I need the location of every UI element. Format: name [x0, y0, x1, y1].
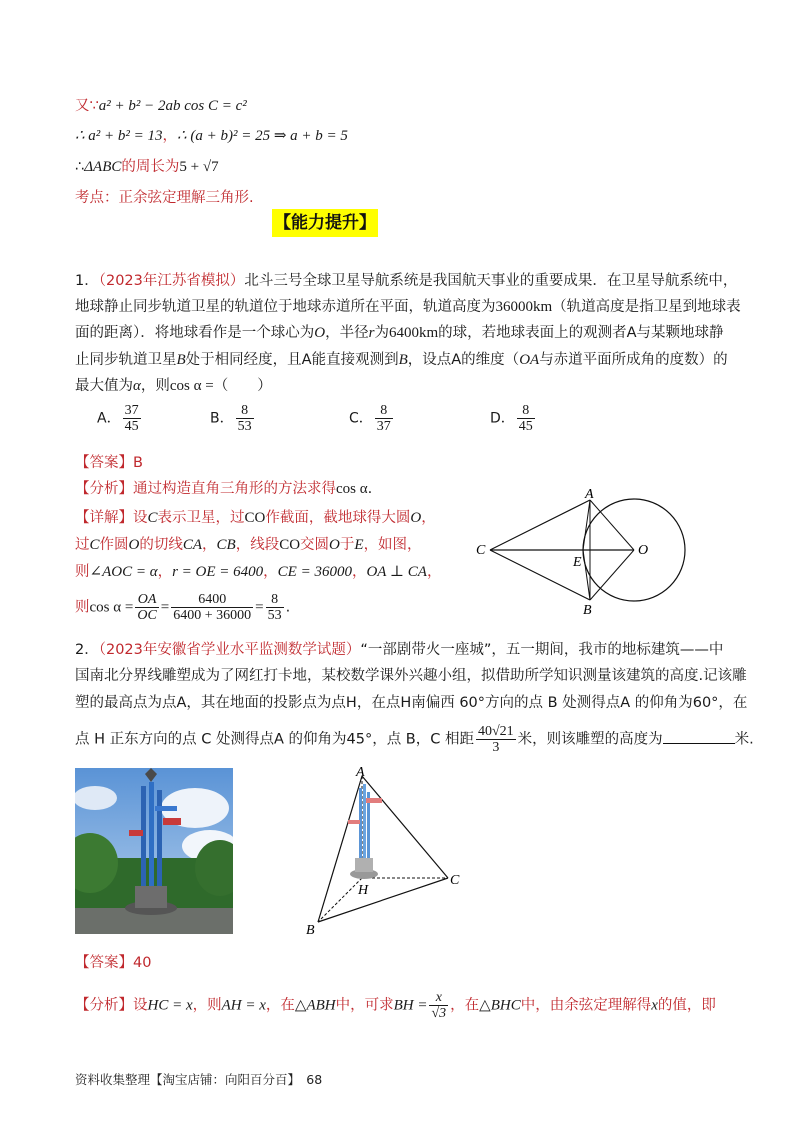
label-C: C	[450, 873, 460, 888]
q1-line-2: 地球静止同步轨道卫星的轨道位于地球赤道所在平面，轨道高度为36000km（轨道高度是指卫星到地球表	[75, 299, 741, 315]
q1-line-1: 1．（2023年江苏省模拟）北斗三号全球卫星导航系统是我国航天事业的重要成果．在卫星导航系统中，	[75, 273, 738, 289]
label-B: B	[306, 923, 315, 938]
q1-option-b[interactable]: B． $\frac{8}{53}$	[210, 403, 252, 434]
label-O: O	[638, 543, 649, 558]
q1-detail-2: 过C作圆O的切线CA，CB，线段CO交圆O于E，如图，	[75, 537, 422, 553]
top-line-3: ∴ΔABC的周长为5 + √7	[75, 159, 219, 175]
q1-detail-3: 则∠AOC = α，r = OE = 6400，CE = 36000，OA ⊥ CA，	[75, 564, 442, 580]
q1-option-d[interactable]: D． $\frac{8}{45}$	[490, 403, 533, 434]
q1-line-3: 面的距离）．将地球看作是一个球心为O，半径r为6400km的球，若地球表面上的观测者A与某颗地球静	[75, 325, 724, 341]
figure-circle-tangents	[470, 482, 700, 617]
label-C: C	[476, 543, 486, 558]
q1-source: （2023年江苏省模拟）	[98, 273, 245, 289]
q2-line-4: 点 H 正东方向的点 C 处测得点A 的仰角为45°，点 B，C 相距 $\frac{40√21}{3}$ 米，则该雕塑的高度为 米.	[75, 724, 754, 755]
top-line-2: ∴ a² + b² = 13，∴ (a + b)² = 25 ⇒ a + b = 5	[75, 128, 348, 144]
q2-source: （2023年安徽省学业水平监测数学试题）	[98, 642, 361, 658]
radius-oa	[590, 500, 634, 550]
page-footer: 资料收集整理【淘宝店铺：向阳百分百】 68	[75, 1072, 323, 1087]
figure-tetrahedron	[300, 762, 470, 940]
q1-line-4: 止同步轨道卫星B处于相同经度，且A能直接观测到B，设点A的维度（OA与赤道平面所成角的度数）的	[75, 352, 728, 368]
label-B: B	[583, 603, 592, 617]
q1-line-5: 最大值为α，则cos α =（ ）	[75, 378, 272, 394]
radius-ob	[590, 550, 634, 600]
q2-line-2: 国南北分界线雕塑成为了网红打卡地，某校数学课外兴趣小组，拟借助所学知识测量该建筑的高度.记该雕	[75, 668, 747, 684]
label-E: E	[573, 555, 582, 570]
q1-detail-4: 则cos α = $\frac{OA}{OC}$ = $\frac{6400}{6400 + 36000}$ = $\frac{8}{53}$ .	[75, 592, 291, 623]
q1-answer: 【答案】B	[75, 455, 143, 471]
q2-answer: 【答案】40	[75, 955, 152, 971]
section-banner: 【能力提升】	[272, 209, 378, 237]
q2-line-1: 2．（2023年安徽省学业水平监测数学试题）“一部剧带火一座城”，五一期间，我市的地标建筑——中	[75, 642, 724, 658]
label-A: A	[585, 487, 594, 502]
kaodian: 考点：正余弦定理解三角形.	[75, 190, 254, 206]
answer-blank[interactable]	[663, 727, 735, 744]
q1-option-c[interactable]: C． $\frac{8}{37}$	[349, 403, 391, 434]
label-A: A	[356, 765, 365, 780]
q1-detail-1: 【详解】设C表示卫星，过CO作截面，截地球得大圆O，	[75, 510, 436, 526]
edge-bc	[318, 878, 448, 922]
law-of-cosines-formula: a² + b² − 2ab cos C = c²	[98, 98, 247, 114]
q2-analysis: 【分析】设HC = x，则AH = x，在△ABH中，可求BH = $\frac{x}{√3}$ ，在△BHC中，由余弦定理解得x的值，即	[75, 990, 716, 1021]
edge-ac	[362, 776, 448, 878]
label-H: H	[358, 883, 369, 898]
q1-option-a[interactable]: A． $\frac{37}{45}$	[97, 403, 139, 434]
tangent-ca	[490, 500, 590, 550]
q1-analysis: 【分析】通过构造直角三角形的方法求得cos α.	[75, 481, 373, 497]
sculpture-photo	[75, 768, 233, 934]
q2-line-3: 塑的最高点为点A，其在地面的投影点为点H，在点H南偏西 60°方向的点 B 处测得点A 的仰角为60°，在	[75, 695, 748, 711]
top-line-1: 又∵a² + b² − 2ab cos C = c²	[75, 98, 247, 114]
